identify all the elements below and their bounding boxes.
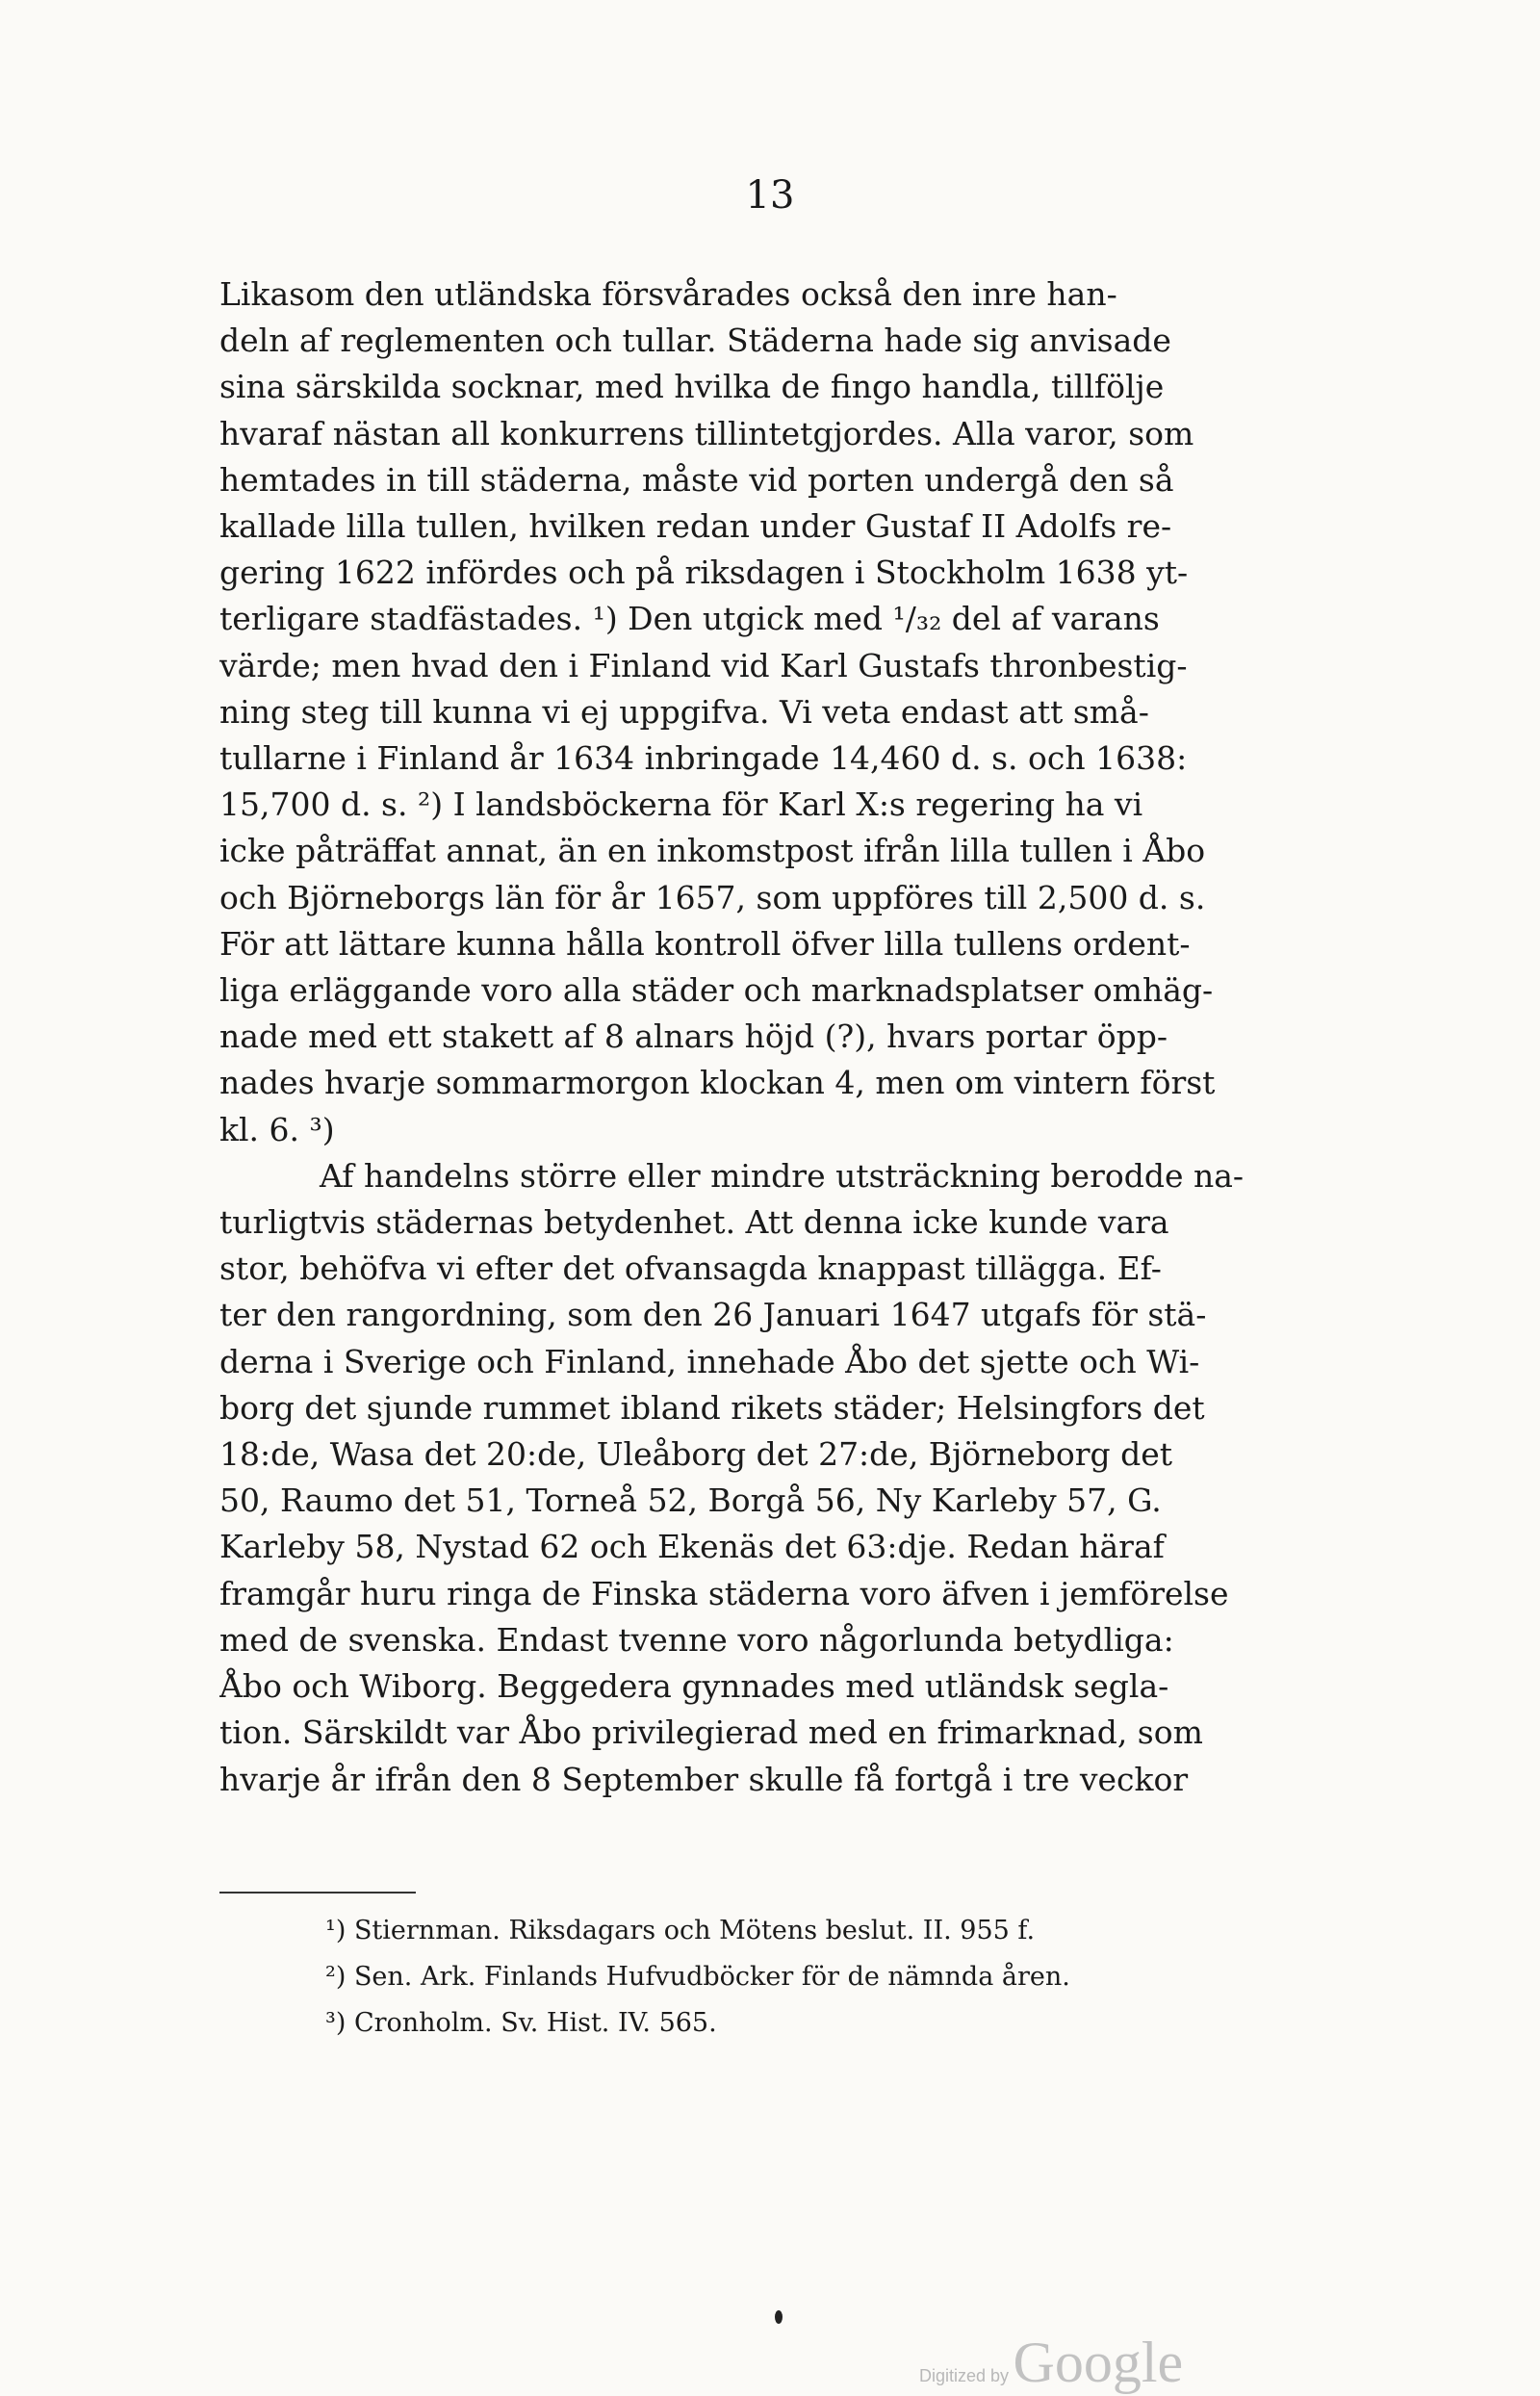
text-line: Likasom den utländska försvårades också den inre han-: [219, 275, 1117, 313]
text-line: Åbo och Wiborg. Beggedera gynnades med utländsk segla-: [219, 1667, 1169, 1706]
text-line: icke påträffat annat, än en inkomstpost ifrån lilla tullen i Åbo: [219, 832, 1206, 870]
text-line: hemtades in till städerna, måste vid porten undergå den så: [219, 460, 1174, 499]
text-line: 50, Raumo det 51, Torneå 52, Borgå 56, Ny Karleby 57, G.: [219, 1481, 1162, 1520]
digitized-watermark: [919, 2330, 1183, 2396]
text-line: 15,700 d. s. ²) I landsböckerna för Karl X:s regering ha vi: [219, 786, 1143, 824]
google-logo: Google: [1013, 2331, 1184, 2394]
body-text: [219, 271, 1283, 1803]
text-line: tion. Särskildt var Åbo privilegierad med en frimarknad, som: [219, 1713, 1203, 1752]
footnote-divider: [219, 1892, 416, 1894]
text-line: För att lättare kunna hålla kontroll öfver lilla tullens ordent-: [219, 924, 1191, 963]
ink-speck: [775, 2310, 783, 2324]
text-line: stor, behöfva vi efter det ofvansagda knappast tillägga. Ef-: [219, 1250, 1162, 1288]
text-line: Karleby 58, Nystad 62 och Ekenäs det 63:dje. Redan häraf: [219, 1528, 1165, 1566]
footnote: ³) Cronholm. Sv. Hist. IV. 565.: [325, 2008, 717, 2038]
text-line: kl. 6. ³): [219, 1110, 335, 1148]
text-line: med de svenska. Endast tvenne voro någorlunda betydliga:: [219, 1620, 1174, 1659]
text-line: kallade lilla tullen, hvilken redan under Gustaf II Adolfs re-: [219, 507, 1172, 546]
footnote: ²) Sen. Ark. Finlands Hufvudböcker för de nämnda åren.: [325, 1962, 1070, 1992]
text-line: nades hvarje sommarmorgon klockan 4, men om vintern först: [219, 1064, 1216, 1102]
text-line: turligtvis städernas betydenhet. Att denna icke kunde vara: [219, 1203, 1169, 1242]
page-number: 13: [745, 173, 795, 218]
text-line: gering 1622 infördes och på riksdagen i Stockholm 1638 yt-: [219, 554, 1189, 592]
text-line: värde; men hvad den i Finland vid Karl Gustafs thronbestig-: [219, 646, 1188, 684]
text-line: ter den rangordning, som den 26 Januari 1647 utgafs för stä-: [219, 1296, 1207, 1334]
text-line: ning steg till kunna vi ej uppgifva. Vi veta endast att små-: [219, 692, 1149, 731]
text-line: sina särskilda socknar, med hvilka de fingo handla, tillfölje: [219, 368, 1165, 406]
text-line: tullarne i Finland år 1634 inbringade 14,460 d. s. och 1638:: [219, 739, 1188, 778]
footnotes: [325, 1908, 1288, 2047]
text-line: nade med ett stakett af 8 alnars höjd (?), hvars portar öpp-: [219, 1018, 1168, 1056]
watermark-prefix: Digitized by: [919, 2366, 1010, 2385]
text-line: 18:de, Wasa det 20:de, Uleåborg det 27:de, Björneborg det: [219, 1435, 1173, 1474]
footnote: ¹) Stiernman. Riksdagars och Mötens beslut. II. 955 f.: [325, 1916, 1036, 1945]
text-line: hvaraf nästan all konkurrens tillintetgjordes. Alla varor, som: [219, 414, 1194, 452]
text-line: deln af reglementen och tullar. Städerna hade sig anvisade: [219, 322, 1171, 360]
text-line: terligare stadfästades. ¹) Den utgick med ¹/₃₂ del af varans: [219, 600, 1160, 638]
text-line: hvarje år ifrån den 8 September skulle få fortgå i tre veckor: [219, 1760, 1189, 1798]
text-line: derna i Sverige och Finland, innehade Åbo det sjette och Wi-: [219, 1342, 1200, 1380]
text-line: liga erläggande voro alla städer och marknadsplatser omhäg-: [219, 971, 1214, 1010]
text-line: och Björneborgs län för år 1657, som uppföres till 2,500 d. s.: [219, 878, 1206, 916]
text-line: framgår huru ringa de Finska städerna voro äfven i jemförelse: [219, 1574, 1229, 1612]
text-line: Af handelns större eller mindre utsträckning berodde na-: [320, 1156, 1245, 1195]
text-line: borg det sjunde rummet ibland rikets städer; Helsingfors det: [219, 1388, 1205, 1427]
